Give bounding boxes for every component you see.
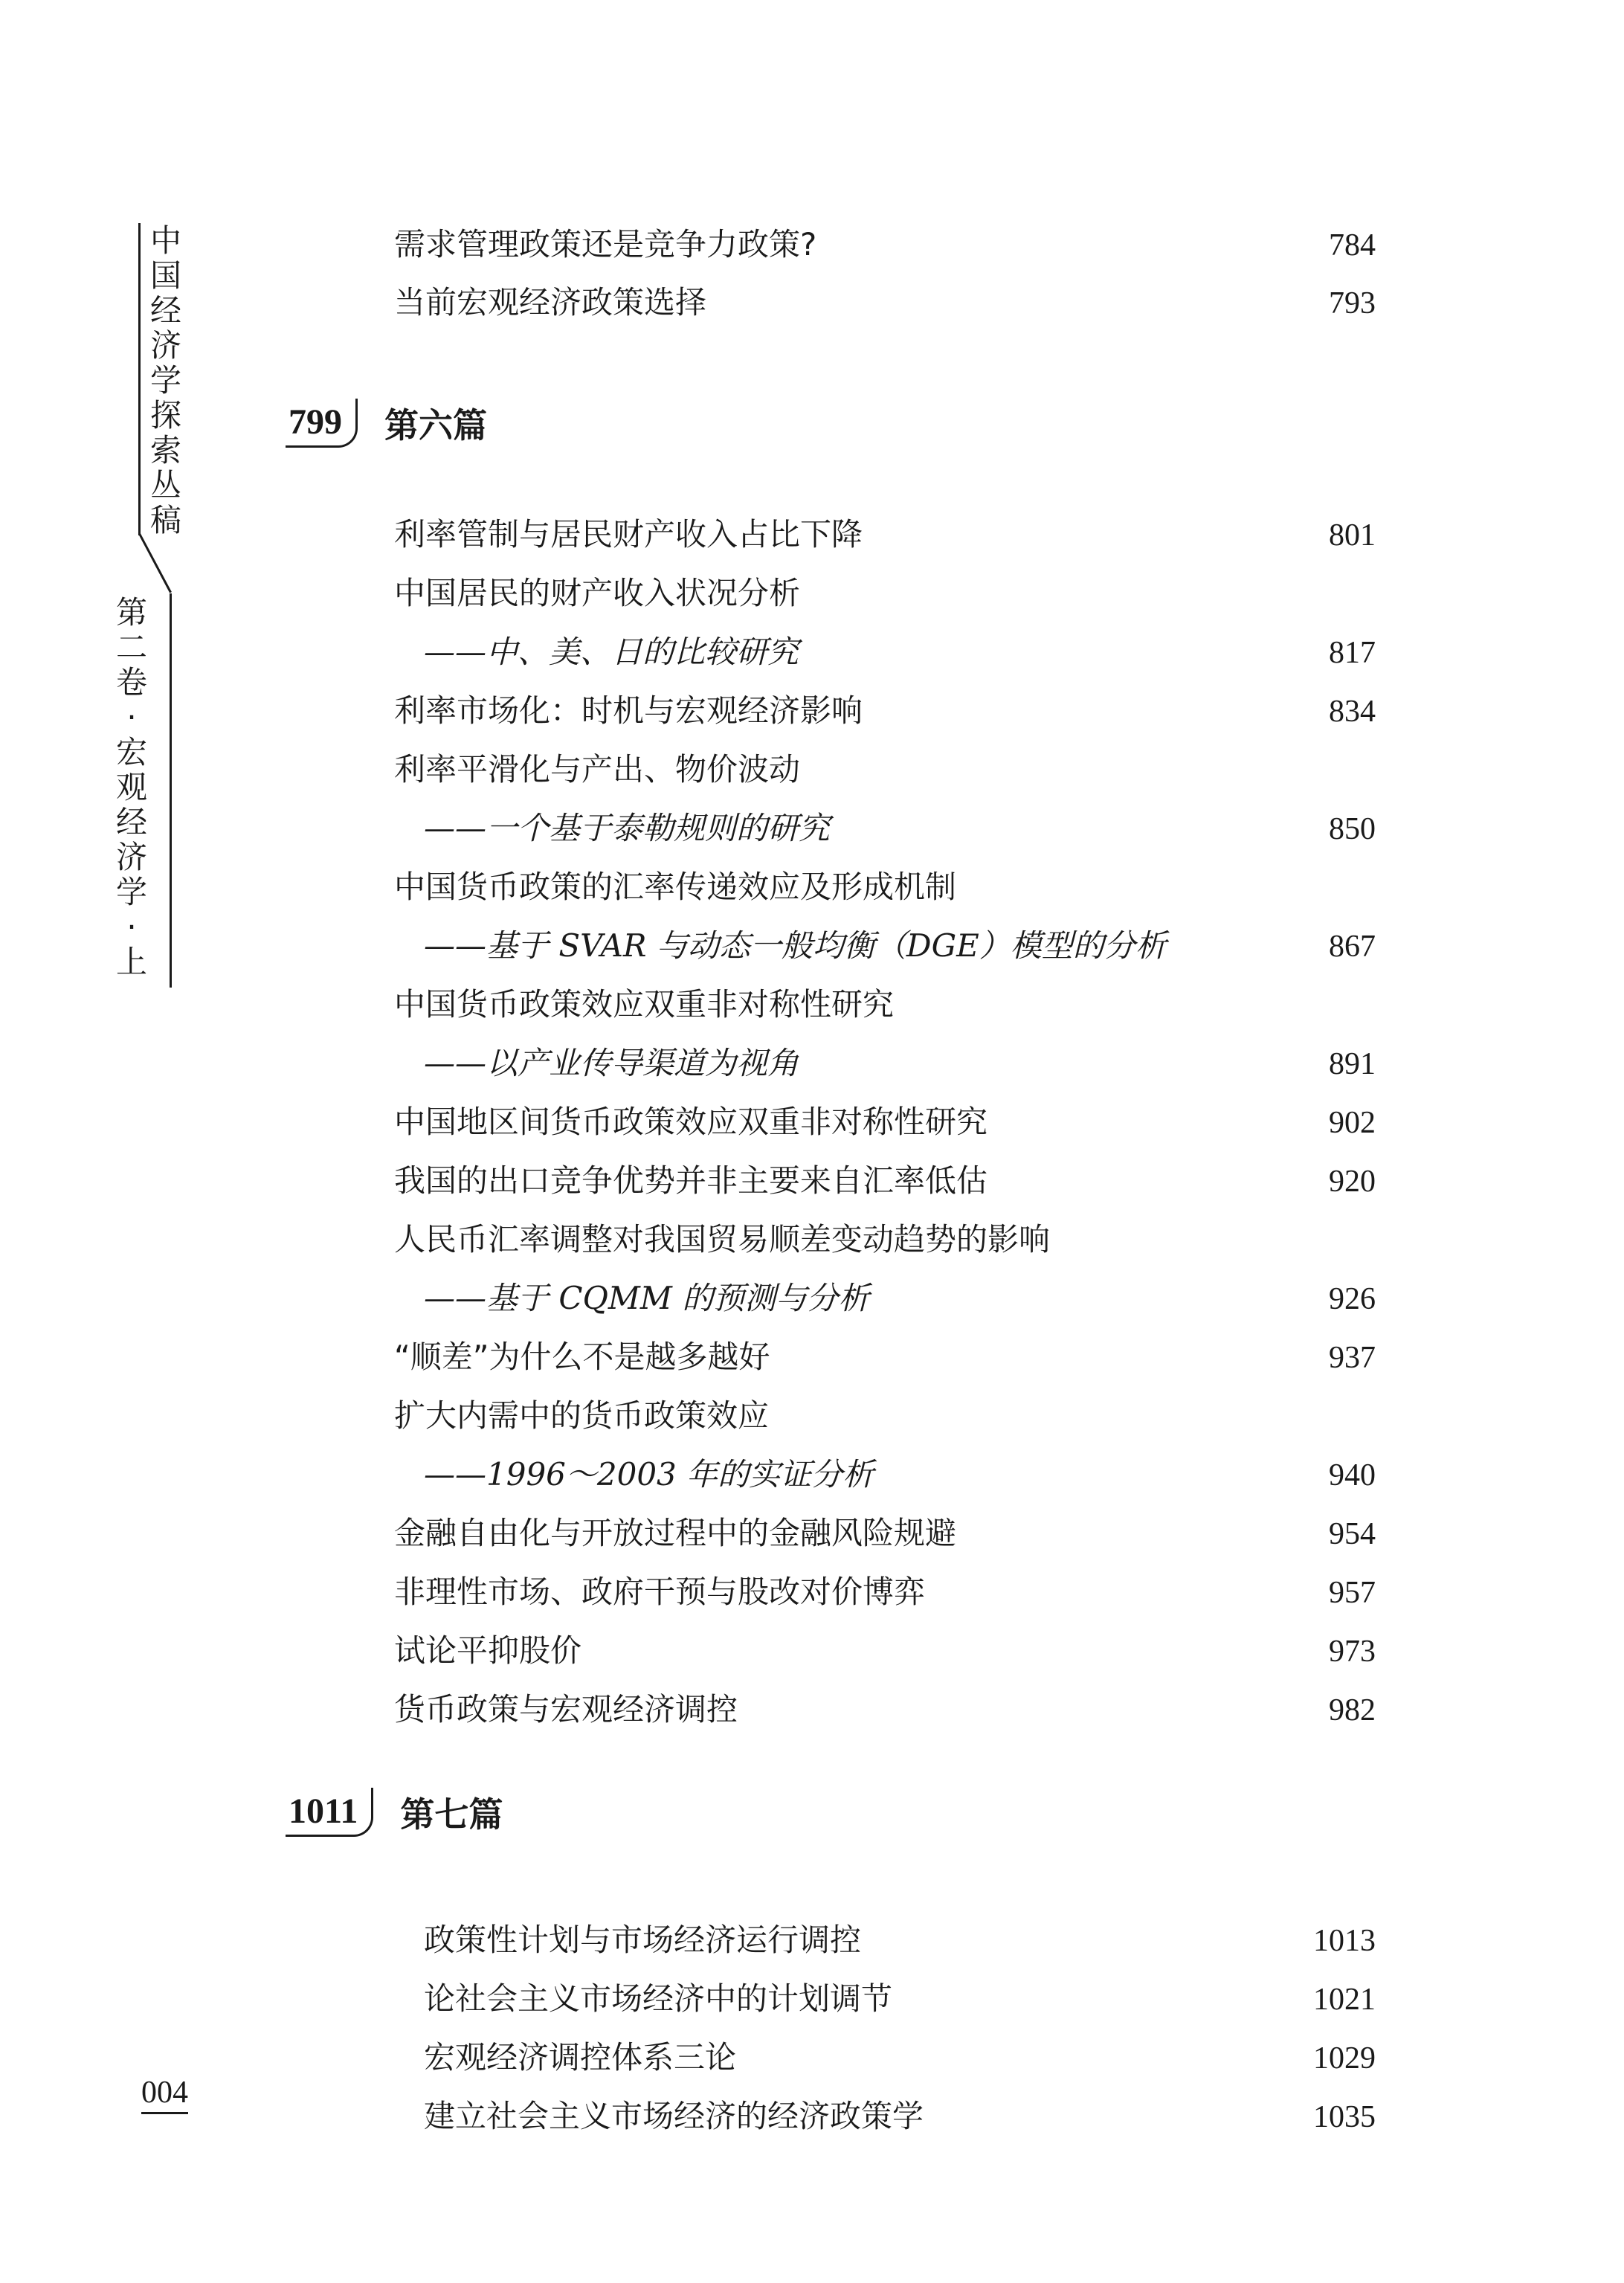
toc-entry-title: 扩大内需中的货币政策效应 <box>394 1397 770 1434</box>
toc-entry[interactable] <box>394 1333 1376 1377</box>
toc-entry[interactable] <box>394 745 1376 790</box>
side-rule-upper <box>138 223 141 535</box>
toc-entry-subtitle: ——中、美、日的比较研究 <box>424 634 799 670</box>
toc-entry-page: 926 <box>1329 1282 1376 1316</box>
toc-entry-page: 954 <box>1329 1517 1376 1551</box>
toc-entry[interactable] <box>394 220 1376 265</box>
vertical-char: 上 <box>115 944 147 980</box>
vertical-char: · <box>126 909 137 945</box>
vertical-char: · <box>126 699 137 735</box>
toc-subtitle-row[interactable] <box>394 1274 1376 1318</box>
toc-entry-page: 957 <box>1329 1576 1376 1610</box>
vertical-char: 二 <box>115 629 147 666</box>
part-title: 第六篇 <box>384 405 487 445</box>
vertical-char: 济 <box>115 839 147 875</box>
toc-entry-title: 政策性计划与市场经济运行调控 <box>424 1922 862 1958</box>
volume-title-vertical <box>112 595 152 979</box>
toc-entry-subtitle: ——1996～2003 年的实证分析 <box>424 1456 874 1493</box>
vertical-char: 经 <box>149 292 181 329</box>
toc-entry[interactable] <box>394 1215 1376 1260</box>
vertical-char: 索 <box>149 432 181 468</box>
toc-entry-title: 试论平抑股价 <box>394 1632 582 1669</box>
vertical-char: 国 <box>149 257 181 294</box>
page-number: 004 <box>141 2075 188 2114</box>
toc-entry-title: 需求管理政策还是竞争力政策? <box>394 226 817 263</box>
toc-subtitle-row[interactable] <box>394 1450 1376 1495</box>
toc-entry-page: 793 <box>1329 286 1376 321</box>
toc-entry-title: 中国货币政策效应双重非对称性研究 <box>394 986 895 1023</box>
toc-entry-page: 940 <box>1329 1458 1376 1493</box>
toc-entry-page: 817 <box>1329 636 1376 670</box>
toc-entry-page: 867 <box>1329 930 1376 964</box>
toc-entry-title: 非理性市场、政府干预与股改对价博弈 <box>394 1574 926 1610</box>
toc-entry-page: 902 <box>1329 1106 1376 1140</box>
toc-entry[interactable] <box>394 278 1376 323</box>
toc-entry-page: 801 <box>1329 518 1376 553</box>
part-start-page: 1011 <box>286 1788 373 1837</box>
toc-entry[interactable] <box>394 1098 1376 1142</box>
toc-subtitle-row[interactable] <box>394 1039 1376 1083</box>
toc-entry-title: “顺差”为什么不是越多越好 <box>394 1339 770 1375</box>
side-rule-lower <box>170 593 172 988</box>
part-heading-6[interactable] <box>286 399 487 448</box>
toc-entry[interactable] <box>424 2092 1376 2137</box>
toc-entry[interactable] <box>394 1391 1376 1436</box>
toc-entry-subtitle: ——基于 CQMM 的预测与分析 <box>424 1280 870 1316</box>
toc-subtitle-row[interactable] <box>394 921 1376 966</box>
vertical-char: 稿 <box>149 502 181 538</box>
toc-entry[interactable] <box>424 2033 1376 2078</box>
toc-entry-title: 当前宏观经济政策选择 <box>394 284 707 321</box>
series-title-vertical <box>146 223 186 538</box>
toc-entry-subtitle: ——以产业传导渠道为视角 <box>424 1045 799 1081</box>
toc-entry-page: 937 <box>1329 1341 1376 1375</box>
part-title: 第七篇 <box>400 1794 503 1835</box>
toc-entry-title: 建立社会主义市场经济的经济政策学 <box>424 2098 924 2134</box>
toc-entry[interactable] <box>394 569 1376 614</box>
toc-entry-page: 982 <box>1329 1693 1376 1727</box>
toc-entry[interactable] <box>394 1568 1376 1612</box>
vertical-char: 济 <box>149 327 181 364</box>
toc-entry-title: 论社会主义市场经济中的计划调节 <box>424 1980 893 2017</box>
toc-entry-title: 宏观经济调控体系三论 <box>424 2039 737 2076</box>
toc-subtitle-row[interactable] <box>394 804 1376 849</box>
side-rule-diagonal <box>138 533 172 593</box>
toc-entry-title: 货币政策与宏观经济调控 <box>394 1691 738 1727</box>
toc-entry[interactable] <box>394 1509 1376 1553</box>
part-heading-7[interactable] <box>286 1788 503 1837</box>
vertical-char: 宏 <box>115 734 147 770</box>
toc-entry-page: 973 <box>1329 1635 1376 1669</box>
toc-entry-page: 1013 <box>1313 1924 1376 1958</box>
toc-entry-page: 784 <box>1329 228 1376 263</box>
toc-entry[interactable] <box>394 1156 1376 1201</box>
toc-entry-page: 891 <box>1329 1047 1376 1081</box>
vertical-char: 卷 <box>115 664 147 701</box>
toc-entry-title: 利率管制与居民财产收入占比下降 <box>394 516 863 553</box>
toc-entry[interactable] <box>424 1974 1376 2019</box>
toc-entry-title: 中国地区间货币政策效应双重非对称性研究 <box>394 1104 988 1140</box>
toc-entry-page: 850 <box>1329 812 1376 846</box>
part-start-page: 799 <box>286 399 358 448</box>
toc-subtitle-row[interactable] <box>394 628 1376 672</box>
vertical-char: 学 <box>149 362 181 399</box>
toc-entry-page: 1035 <box>1313 2100 1376 2134</box>
vertical-char: 中 <box>149 222 181 259</box>
toc-entry-title: 金融自由化与开放过程中的金融风险规避 <box>394 1515 957 1551</box>
vertical-char: 第 <box>115 594 147 631</box>
toc-entry[interactable] <box>394 863 1376 907</box>
toc-entry-title: 我国的出口竞争优势并非主要来自汇率低估 <box>394 1162 988 1199</box>
toc-entry-title: 中国居民的财产收入状况分析 <box>394 575 801 611</box>
toc-entry[interactable] <box>394 686 1376 731</box>
vertical-char: 学 <box>115 874 147 910</box>
toc-entry-page: 920 <box>1329 1165 1376 1199</box>
toc-entry-subtitle: ——基于 SVAR 与动态一般均衡（DGE）模型的分析 <box>424 927 1167 964</box>
toc-entry[interactable] <box>394 1685 1376 1730</box>
vertical-char: 丛 <box>149 467 181 503</box>
toc-entry-page: 1021 <box>1313 1983 1376 2017</box>
toc-entry-title: 利率平滑化与产出、物价波动 <box>394 751 801 788</box>
toc-entry-page: 1029 <box>1313 2041 1376 2076</box>
toc-entry-title: 中国货币政策的汇率传递效应及形成机制 <box>394 869 957 905</box>
toc-entry[interactable] <box>424 1916 1376 1960</box>
toc-entry-title: 人民币汇率调整对我国贸易顺差变动趋势的影响 <box>394 1221 1051 1258</box>
vertical-char: 经 <box>115 804 147 840</box>
vertical-char: 观 <box>115 769 147 805</box>
toc-entry-title: 利率市场化：时机与宏观经济影响 <box>394 692 863 729</box>
toc-entry-page: 834 <box>1329 695 1376 729</box>
toc-entry[interactable] <box>394 980 1376 1025</box>
toc-entry[interactable] <box>394 510 1376 555</box>
vertical-char: 探 <box>149 397 181 434</box>
toc-entry-subtitle: ——一个基于泰勒规则的研究 <box>424 810 831 846</box>
toc-entry[interactable] <box>394 1626 1376 1671</box>
